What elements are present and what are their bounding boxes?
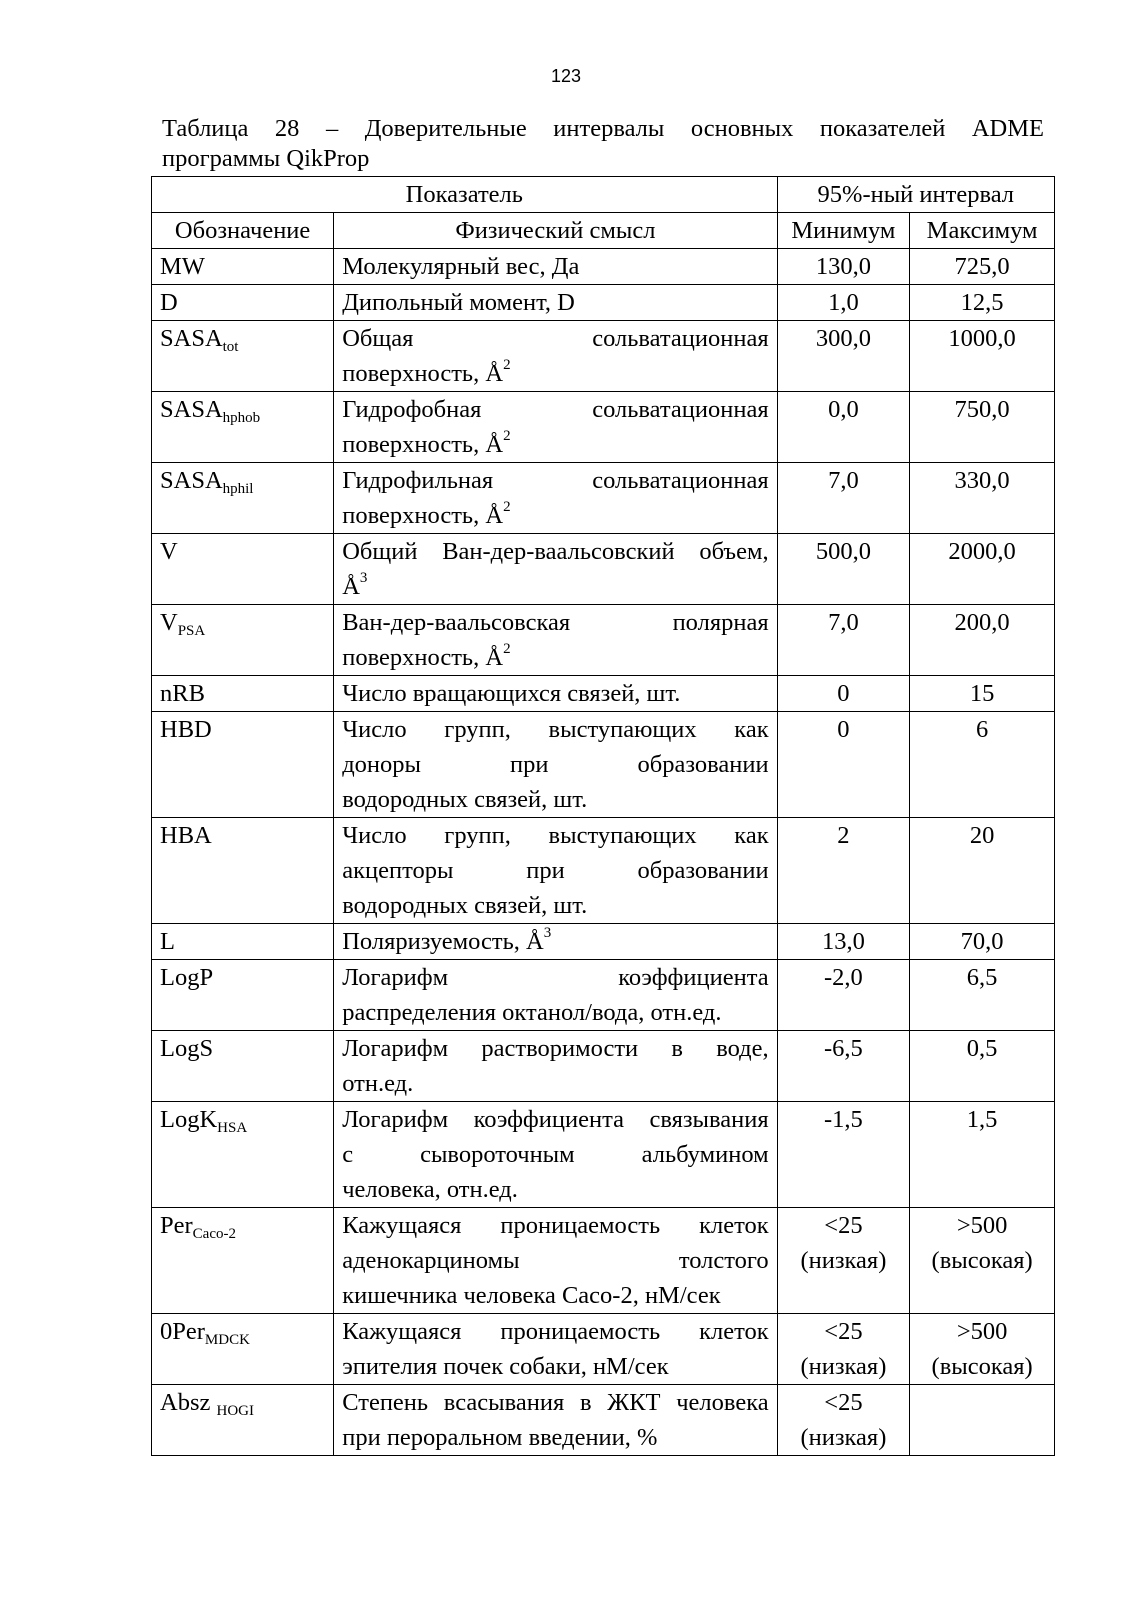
cell-min — [777, 321, 910, 392]
meaning-text: кишечника человека Caco-2, нМ/сек — [342, 1282, 721, 1309]
table-row — [152, 534, 1055, 605]
meaning-line — [342, 1208, 768, 1243]
meaning-text: водородных связей, шт. — [342, 892, 588, 919]
min-value: 500,0 — [815, 538, 871, 565]
meaning-text: человека, отн.ед. — [342, 1176, 518, 1203]
cell-symbol — [152, 463, 334, 534]
header-symbol: Обозначение — [152, 213, 334, 249]
cell-symbol — [152, 924, 334, 960]
meaning-text: при пероральном введении, % — [342, 1424, 658, 1451]
cell-max — [910, 676, 1055, 712]
symbol-subscript: MDCK — [204, 1332, 250, 1348]
symbol-text: SASA — [160, 325, 223, 352]
symbol-text: D — [160, 289, 178, 316]
cell-symbol — [152, 321, 334, 392]
min-value: -2,0 — [824, 964, 863, 991]
cell-max — [910, 960, 1055, 1031]
cell-max — [910, 1208, 1055, 1314]
header-min: Минимум — [777, 213, 910, 249]
symbol-text: LogS — [160, 1035, 214, 1062]
meaning-text: Логарифм растворимости в воде, — [342, 1035, 769, 1062]
cell-min — [777, 1031, 910, 1102]
meaning-line — [342, 569, 768, 604]
meaning-text: акцепторы при образовании — [342, 857, 769, 884]
cell-meaning — [334, 924, 777, 960]
table-row — [152, 924, 1055, 960]
meaning-line — [342, 818, 768, 853]
meaning-text: водородных связей, шт. — [342, 786, 588, 813]
meaning-line — [342, 853, 768, 888]
header-max: Максимум — [910, 213, 1055, 249]
meaning-line — [342, 1278, 768, 1313]
cell-meaning — [334, 321, 777, 392]
cell-min — [777, 818, 910, 924]
min-value: 2 — [837, 822, 850, 849]
max-value: 6 — [975, 716, 989, 743]
meaning-line — [342, 1314, 768, 1349]
meaning-superscript: 3 — [359, 570, 368, 586]
table-row — [152, 249, 1055, 285]
meaning-text: Число вращающихся связей, шт. — [342, 680, 681, 707]
cell-max — [910, 1102, 1055, 1208]
symbol-text: L — [160, 928, 175, 955]
max-value: 1,5 — [966, 1106, 998, 1133]
cell-max — [910, 321, 1055, 392]
table-row — [152, 392, 1055, 463]
max-value: 1000,0 — [948, 325, 1016, 352]
min-value: 300,0 — [815, 325, 871, 352]
symbol-text: V — [160, 538, 178, 565]
meaning-line — [342, 392, 768, 427]
symbol-subscript: HOGI — [216, 1403, 254, 1419]
cell-max — [910, 1385, 1055, 1456]
meaning-text: распределения октанол/вода, отн.ед. — [342, 999, 722, 1026]
cell-min — [777, 924, 910, 960]
cell-symbol — [152, 249, 334, 285]
cell-max — [910, 392, 1055, 463]
symbol-subscript: PSA — [177, 623, 206, 639]
meaning-line — [342, 427, 768, 462]
table-row — [152, 818, 1055, 924]
min-value: -6,5 — [824, 1035, 863, 1062]
table-row — [152, 321, 1055, 392]
meaning-superscript: 2 — [503, 641, 511, 657]
max-value: (высокая) — [931, 1247, 1033, 1274]
max-value: 200,0 — [954, 609, 1010, 636]
min-value: 1,0 — [828, 289, 859, 316]
symbol-subscript: tot — [222, 339, 239, 355]
symbol-text: HBD — [160, 716, 212, 743]
cell-meaning — [334, 534, 777, 605]
symbol-text: LogK — [160, 1106, 218, 1133]
meaning-text: аденокарциномы толстого — [342, 1247, 769, 1274]
cell-meaning — [334, 392, 777, 463]
meaning-line — [342, 321, 768, 356]
cell-max — [910, 249, 1055, 285]
max-value: 725,0 — [954, 253, 1010, 280]
table-header-row-2 — [152, 213, 1055, 249]
meaning-text: Общая сольватационная — [342, 325, 769, 352]
max-value: 20 — [969, 822, 995, 849]
cell-symbol — [152, 392, 334, 463]
cell-meaning — [334, 285, 777, 321]
cell-min — [777, 534, 910, 605]
table-caption: Таблица 28 – Доверительные интервалы основных показателей ADME — [162, 115, 1044, 142]
cell-meaning — [334, 1314, 777, 1385]
meaning-text: эпителия почек собаки, нМ/сек — [342, 1353, 669, 1380]
symbol-text: SASA — [160, 396, 223, 423]
cell-max — [910, 924, 1055, 960]
symbol-subscript: hphob — [222, 410, 261, 426]
cell-max — [910, 712, 1055, 818]
cell-max — [910, 534, 1055, 605]
cell-symbol — [152, 1314, 334, 1385]
min-value: 7,0 — [828, 609, 859, 636]
meaning-line — [342, 534, 768, 569]
meaning-line — [342, 888, 768, 923]
meaning-line — [342, 960, 768, 995]
table-row — [152, 1314, 1055, 1385]
meaning-line — [342, 924, 768, 959]
cell-symbol — [152, 1208, 334, 1314]
header-meaning: Физический смысл — [334, 213, 777, 249]
cell-symbol — [152, 1031, 334, 1102]
symbol-subscript: HSA — [217, 1120, 248, 1136]
meaning-line — [342, 640, 768, 675]
cell-meaning — [334, 1031, 777, 1102]
meaning-text: Логарифм коэффициента связывания — [342, 1106, 769, 1133]
page-number: 123 — [550, 66, 582, 86]
meaning-text: Поляризуемость, Å — [342, 928, 544, 955]
cell-min — [777, 249, 910, 285]
max-value: 70,0 — [960, 928, 1004, 955]
meaning-line — [342, 712, 768, 747]
table-row — [152, 605, 1055, 676]
cell-meaning — [334, 818, 777, 924]
meaning-superscript: 2 — [503, 428, 511, 444]
cell-min — [777, 605, 910, 676]
cell-symbol — [152, 1385, 334, 1456]
table-row — [152, 463, 1055, 534]
meaning-line — [342, 995, 768, 1030]
meaning-line — [342, 747, 768, 782]
max-value: 0,5 — [966, 1035, 998, 1062]
meaning-line — [342, 249, 768, 284]
cell-max — [910, 285, 1055, 321]
symbol-text: nRB — [160, 680, 205, 707]
cell-meaning — [334, 960, 777, 1031]
min-value: -1,5 — [824, 1106, 863, 1133]
min-value: 0,0 — [828, 396, 859, 423]
cell-meaning — [334, 1102, 777, 1208]
table-row — [152, 1385, 1055, 1456]
meaning-text: поверхность, Å — [342, 360, 504, 387]
meaning-text: Гидрофобная сольватационная — [342, 396, 769, 423]
meaning-line — [342, 782, 768, 817]
cell-meaning — [334, 712, 777, 818]
meaning-line — [342, 498, 768, 533]
meaning-text: Кажущаяся проницаемость клеток — [342, 1212, 769, 1239]
table-header-row-1 — [152, 177, 1055, 213]
cell-symbol — [152, 712, 334, 818]
meaning-line — [342, 1349, 768, 1384]
meaning-line — [342, 1102, 768, 1137]
symbol-text: HBA — [160, 822, 212, 849]
table-row — [152, 1208, 1055, 1314]
cell-max — [910, 818, 1055, 924]
table-row — [152, 1031, 1055, 1102]
cell-symbol — [152, 605, 334, 676]
cell-max — [910, 463, 1055, 534]
symbol-subscript: hphil — [222, 481, 254, 497]
meaning-text: Число групп, выступающих как — [342, 716, 769, 743]
cell-min — [777, 712, 910, 818]
header-indicator: Показатель — [152, 177, 778, 213]
symbol-text: 0Per — [160, 1318, 205, 1345]
symbol-subscript: Caco-2 — [192, 1226, 236, 1242]
meaning-text: Å — [342, 573, 360, 600]
cell-max — [910, 1031, 1055, 1102]
min-value: 0 — [837, 716, 850, 743]
max-value: 330,0 — [954, 467, 1010, 494]
table-row — [152, 285, 1055, 321]
max-value: 750,0 — [954, 396, 1010, 423]
max-value: 12,5 — [960, 289, 1004, 316]
meaning-text: отн.ед. — [342, 1070, 414, 1097]
meaning-line — [342, 1066, 768, 1101]
cell-min — [777, 960, 910, 1031]
table-row — [152, 712, 1055, 818]
meaning-line — [342, 356, 768, 391]
min-value: (низкая) — [800, 1424, 887, 1451]
meaning-text: поверхность, Å — [342, 431, 504, 458]
meaning-line — [342, 676, 768, 711]
max-value: (высокая) — [931, 1353, 1033, 1380]
max-value: 6,5 — [966, 964, 998, 991]
cell-symbol — [152, 1102, 334, 1208]
cell-min — [777, 1102, 910, 1208]
cell-meaning — [334, 605, 777, 676]
symbol-text: LogP — [160, 964, 214, 991]
table-caption-continuation: программы QikProp — [162, 145, 370, 172]
cell-min — [777, 676, 910, 712]
cell-meaning — [334, 1208, 777, 1314]
min-value: 0 — [837, 680, 850, 707]
meaning-text: Логарифм коэффициента — [342, 964, 769, 991]
symbol-text: Per — [160, 1212, 193, 1239]
meaning-text: поверхность, Å — [342, 644, 504, 671]
meaning-text: доноры при образовании — [342, 751, 769, 778]
cell-min — [777, 392, 910, 463]
meaning-superscript: 2 — [503, 357, 511, 373]
symbol-text: SASA — [160, 467, 223, 494]
meaning-text: Кажущаяся проницаемость клеток — [342, 1318, 769, 1345]
meaning-line — [342, 463, 768, 498]
meaning-line — [342, 1243, 768, 1278]
symbol-text: V — [160, 609, 178, 636]
min-value: (низкая) — [800, 1353, 887, 1380]
table-row — [152, 960, 1055, 1031]
meaning-line — [342, 285, 768, 320]
meaning-text: Дипольный момент, D — [342, 289, 575, 316]
meaning-superscript: 2 — [503, 499, 511, 515]
cell-min — [777, 463, 910, 534]
cell-meaning — [334, 249, 777, 285]
meaning-text: Гидрофильная сольватационная — [342, 467, 769, 494]
min-value: 7,0 — [828, 467, 859, 494]
meaning-text: Общий Ван-дер-ваальсовский объем, — [342, 538, 769, 565]
meaning-line — [342, 605, 768, 640]
cell-min — [777, 1208, 910, 1314]
symbol-text: MW — [160, 253, 205, 280]
meaning-text: Молекулярный вес, Да — [342, 253, 580, 280]
cell-symbol — [152, 676, 334, 712]
meaning-superscript: 3 — [543, 925, 552, 941]
meaning-line — [342, 1031, 768, 1066]
min-value: 13,0 — [821, 928, 865, 955]
min-value: 130,0 — [815, 253, 871, 280]
meaning-text: с сывороточным альбумином — [342, 1141, 769, 1168]
cell-symbol — [152, 818, 334, 924]
meaning-text: поверхность, Å — [342, 502, 504, 529]
meaning-line — [342, 1172, 768, 1207]
cell-min — [777, 1385, 910, 1456]
min-value: <25 — [824, 1389, 863, 1416]
table-row — [152, 1102, 1055, 1208]
cell-symbol — [152, 285, 334, 321]
max-value: 2000,0 — [948, 538, 1016, 565]
min-value: <25 — [824, 1318, 863, 1345]
cell-max — [910, 605, 1055, 676]
max-value: 15 — [969, 680, 995, 707]
cell-meaning — [334, 676, 777, 712]
max-value: >500 — [956, 1318, 1008, 1345]
adme-intervals-table — [151, 176, 1055, 1456]
table-body — [152, 177, 1055, 1456]
header-interval: 95%-ный интервал — [777, 177, 1054, 213]
meaning-line — [342, 1385, 768, 1420]
symbol-text: Absz — [160, 1389, 217, 1416]
min-value: (низкая) — [800, 1247, 887, 1274]
min-value: <25 — [824, 1212, 863, 1239]
cell-symbol — [152, 960, 334, 1031]
table-row — [152, 676, 1055, 712]
cell-meaning — [334, 463, 777, 534]
meaning-text: Число групп, выступающих как — [342, 822, 769, 849]
meaning-text: Ван-дер-ваальсовская полярная — [342, 609, 769, 636]
cell-max — [910, 1314, 1055, 1385]
meaning-text: Степень всасывания в ЖКТ человека — [342, 1389, 769, 1416]
cell-min — [777, 1314, 910, 1385]
max-value: >500 — [956, 1212, 1008, 1239]
cell-meaning — [334, 1385, 777, 1456]
cell-min — [777, 285, 910, 321]
cell-symbol — [152, 534, 334, 605]
meaning-line — [342, 1137, 768, 1172]
meaning-line — [342, 1420, 768, 1455]
